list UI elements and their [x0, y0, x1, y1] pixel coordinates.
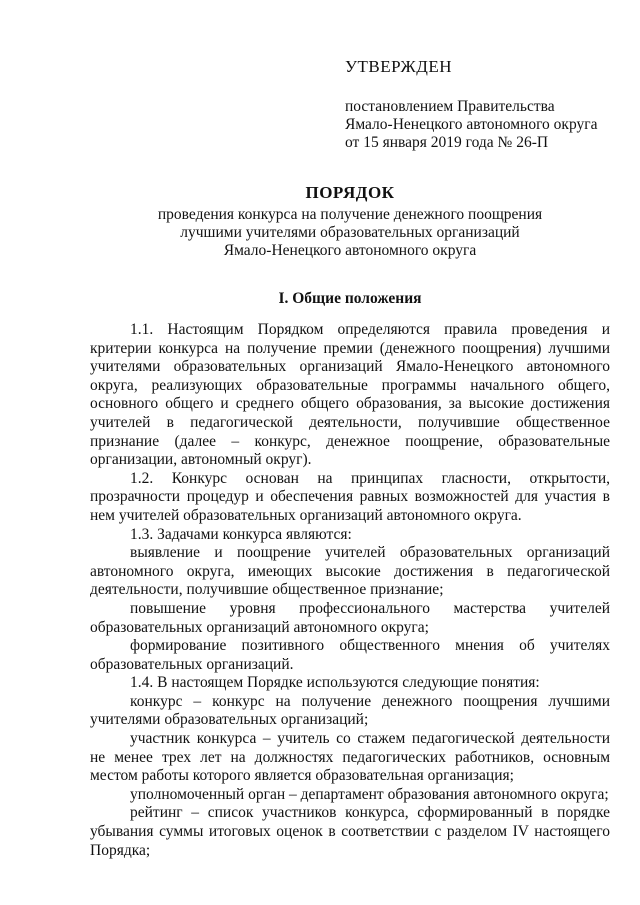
approval-line-resolution: постановлением Правительства [345, 98, 555, 115]
paragraph: 1.2. Конкурс основан на принципах гласности, открытости, прозрачности процедур и обеспечения равных возможностей для участия в нем учителей образовательных организаций автономного округа. [90, 469, 610, 524]
paragraph: 1.4. В настоящем Порядке используются следующие понятия: [130, 674, 540, 692]
approval-block [345, 58, 625, 152]
section-heading: I. Общие положения [278, 290, 422, 307]
paragraph: участник конкурса – учитель со стажем педагогической деятельности не менее трех лет на должностях педагогических работников, основным местом работы которого является образовательная организация; [90, 730, 610, 785]
document-title-block [80, 184, 620, 260]
paragraph: рейтинг – список участников конкурса, сформированный в порядке убывания суммы итоговых оценок в соответствии с разделом IV настоящего Порядка; [90, 804, 610, 859]
document-subtitle-line: лучшими учителями образовательных организаций [180, 224, 520, 241]
paragraph: выявление и поощрение учителей образовательных организаций автономного округа, имеющих высокие достижения в педагогической деятельности, получившие общественное признание; [90, 544, 610, 599]
document-subtitle-line: проведения конкурса на получение денежного поощрения [157, 206, 543, 223]
paragraph: формирование позитивного общественного мнения об учителях образовательных организаций. [90, 637, 610, 673]
approval-line-date: от 15 января 2019 года № 26-П [345, 134, 549, 151]
paragraph: конкурс – конкурс на получение денежного поощрения лучшими учителями образовательных организаций; [90, 692, 610, 729]
document-title: ПОРЯДОК [305, 183, 395, 202]
section-body [90, 321, 610, 860]
paragraph: уполномоченный орган – департамент образования автономного округа; [130, 785, 609, 803]
paragraph: повышение уровня профессионального мастерства учителей образовательных организаций автономного округа; [90, 599, 610, 636]
approved-label: УТВЕРЖДЕН [345, 57, 452, 76]
approval-line-region: Ямало-Ненецкого автономного округа [345, 116, 598, 133]
paragraph: 1.1. Настоящим Порядком определяются правила проведения и критерии конкурса на получение премии (денежного поощрения) лучшими учителями образовательных организаций Ямало-Ненецкого автономного округа, реализующих образовательные программы начального общего, основного общего и среднего общего образования, за высокие достижения учителей в педагогической деятельности, получившие общественное признание (далее – конкурс, денежное поощрение, образовательные организации, автономный округ). [90, 321, 610, 469]
document-subtitle-line: Ямало-Ненецкого автономного округа [223, 242, 477, 259]
paragraph: 1.3. Задачами конкурса являются: [130, 525, 352, 543]
